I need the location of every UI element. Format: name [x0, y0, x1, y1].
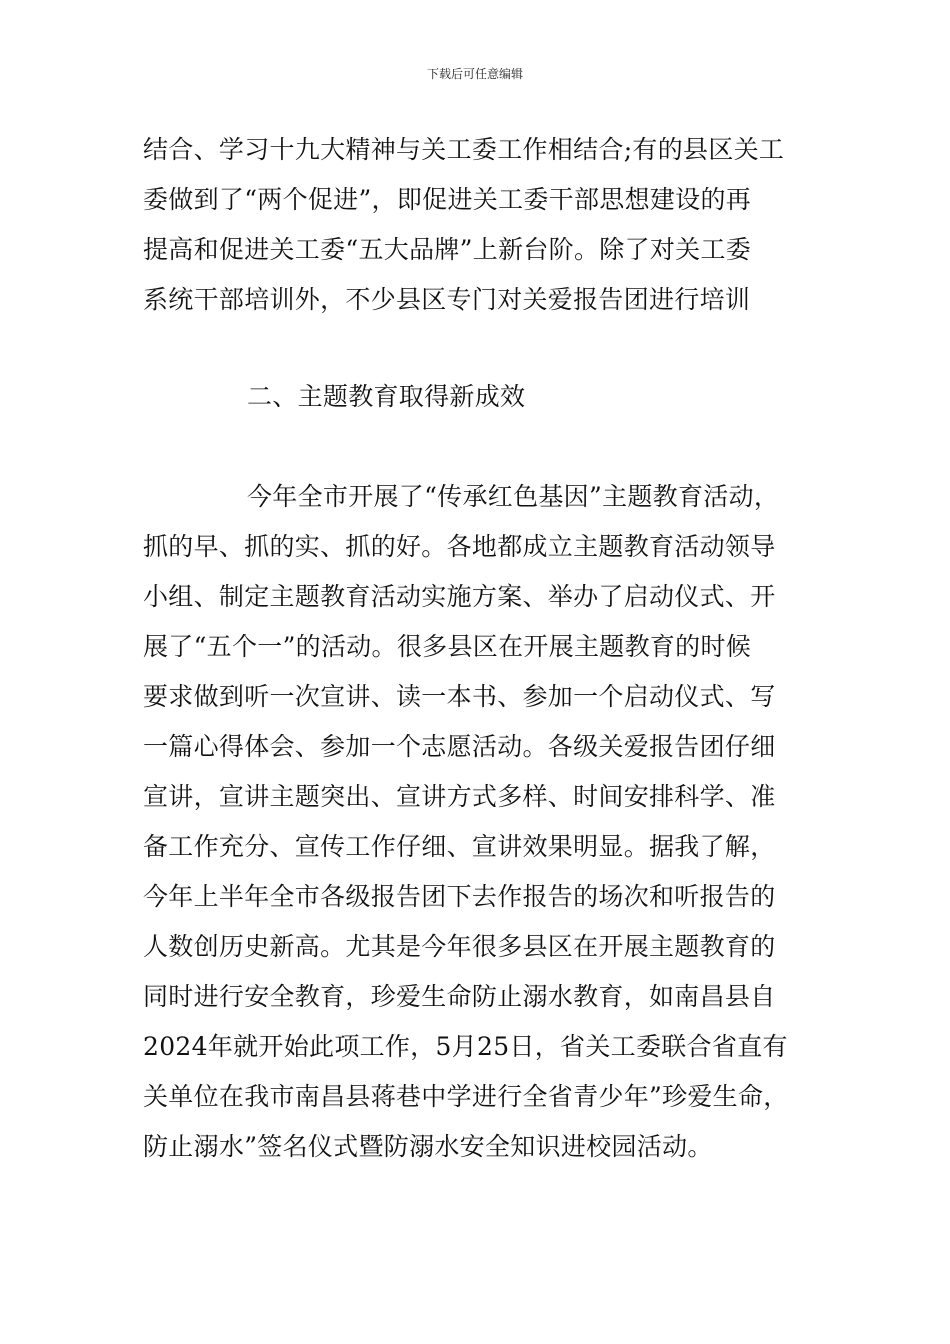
paragraph-line: 备工作充分、宣传工作仔细、宣讲效果明显。据我了解， — [143, 832, 776, 861]
paragraph-line: 要求做到听一次宣讲、读一本书、参加一个启动仪式、写 — [143, 682, 776, 711]
paragraph-line: 抓的早、抓的实、抓的好。各地都成立主题教育活动领导 — [143, 532, 776, 561]
paragraph-line: 提高和促进关工委“五大品牌”上新台阶。除了对关工委 — [143, 235, 752, 264]
paragraph-line: 系统干部培训外，不少县区专门对关爱报告团进行培训 — [143, 285, 751, 314]
paragraph-line: 委做到了“两个促进”，即促进关工委干部思想建设的再 — [143, 185, 752, 214]
paragraph-line: 展了“五个一”的活动。很多县区在开展主题教育的时候 — [143, 632, 752, 661]
paragraph-line: 关单位在我市南昌县蒋巷中学进行全省青少年”珍爱生命， — [143, 1082, 789, 1111]
paragraph-line: 防止溺水”签名仪式暨防溺水安全知识进校园活动。 — [143, 1132, 713, 1161]
section-heading: 二、主题教育取得新成效 — [247, 382, 526, 411]
paragraph-line: 今年全市开展了“传承红色基因”主题教育活动， — [247, 482, 780, 511]
paragraph-line: 2024年就开始此项工作，5月25日，省关工委联合省直有 — [143, 1032, 788, 1061]
paragraph-line: 小组、制定主题教育活动实施方案、举办了启动仪式、开 — [143, 582, 776, 611]
paragraph-line: 人数创历史新高。尤其是今年很多县区在开展主题教育的 — [143, 932, 776, 961]
header-note: 下载后可任意编辑 — [426, 67, 523, 81]
paragraph-line: 同时进行安全教育，珍爱生命防止溺水教育，如南昌县自 — [143, 982, 776, 1011]
paragraph-line: 一篇心得体会、参加一个志愿活动。各级关爱报告团仔细 — [143, 732, 776, 761]
paragraph-line: 结合、学习十九大精神与关工委工作相结合;有的县区关工 — [143, 135, 785, 164]
paragraph-line: 宣讲，宣讲主题突出、宣讲方式多样、时间安排科学、准 — [143, 782, 776, 811]
paragraph-line: 今年上半年全市各级报告团下去作报告的场次和听报告的 — [143, 882, 776, 911]
